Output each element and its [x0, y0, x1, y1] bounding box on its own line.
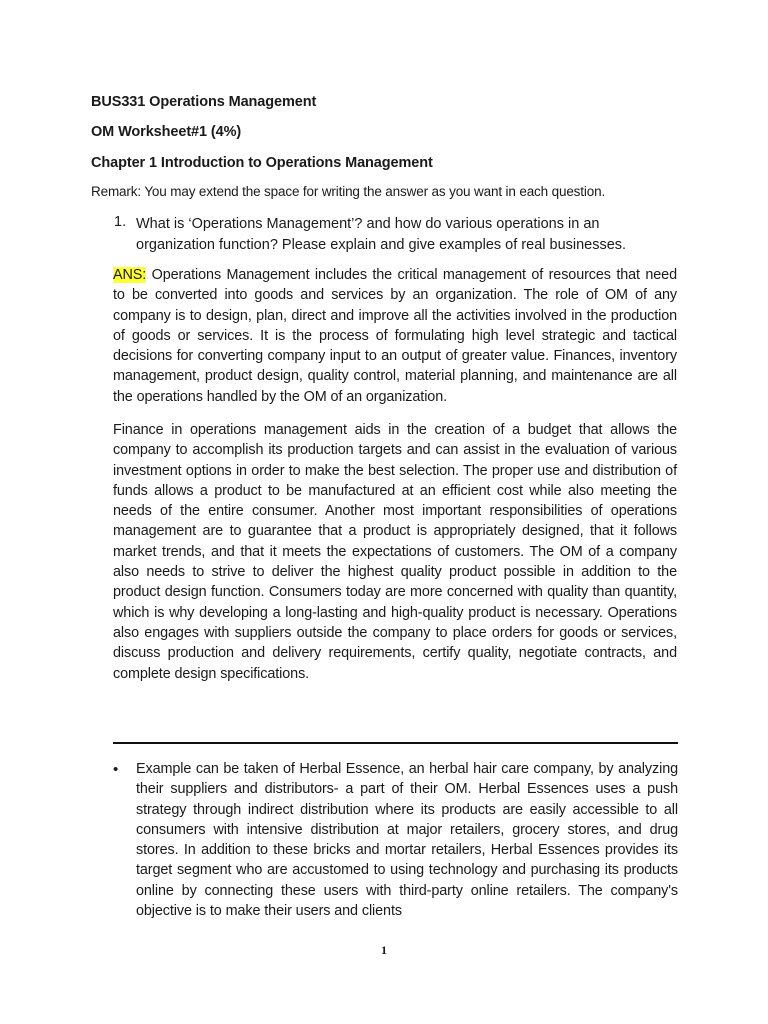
worksheet-title: OM Worksheet#1 (4%)	[91, 124, 242, 140]
horizontal-rule	[113, 742, 678, 744]
question-text: What is ‘Operations Management’? and how do various operations in an organization function? Please explain and give examples of real businesses.	[136, 216, 627, 253]
answer-paragraph-2: Finance in operations management aids in the creation of a budget that allows the company to accomplish its production targets and can assist in the evaluation of various investment options in order to make the best selection. The proper use and distribution of funds allows a product to be manufactured at an efficient cost while also meeting the needs of the entire consumer. Another most important responsibilities of operations management are to guarantee that a product is appropriately designed, that it follows market trends, and that it meets the expectations of customers. The OM of a company also needs to strive to deliver the highest quality product possible in addition to the product design function. Consumers today are more concerned with quality than quantity, which is why developing a long-lasting and high-quality product is necessary. Operations also engages with suppliers outside the company to place orders for goods or services, discuss production and delivery requirements, certify quality, negotiate contracts, and complete design specifications.	[113, 422, 677, 682]
bullet-icon: •	[113, 761, 119, 778]
answer-label: ANS:	[113, 267, 147, 283]
bullet-paragraph: Example can be taken of Herbal Essence, an herbal hair care company, by analyzing their suppliers and distributors- a part of their OM. Herbal Essences uses a push strategy through indirect distribution where its products are easily accessible to all consumers with intensive distribution at major retailers, grocery stores, and drug stores. In addition to these bricks and mortar retailers, Herbal Essences provides its target segment who are accustomed to using technology and purchasing its products online by connecting these users with third-party online retailers. The company's objective is to make their users and clients	[136, 761, 678, 920]
chapter-title: Chapter 1 Introduction to Operations Management	[91, 155, 433, 171]
remark-text: Remark: You may extend the space for writing the answer as you want in each question.	[91, 184, 606, 199]
answer-paragraph-1	[113, 265, 677, 407]
course-title: BUS331 Operations Management	[91, 94, 317, 110]
answer-paragraph-1-text: Operations Management includes the critical management of resources that need to be converted into goods and services by an organization. The role of OM of any company is to design, plan, direct and improve all the activities involved in the production of goods or services. It is the process of formulating high level strategic and tactical decisions for converting company input to an output of greater value. Finances, inventory management, product design, quality control, material planning, and maintenance are all the operations handled by the OM of an organization.	[113, 267, 677, 405]
question-number: 1.	[114, 214, 127, 230]
page-number: 1	[381, 943, 387, 957]
